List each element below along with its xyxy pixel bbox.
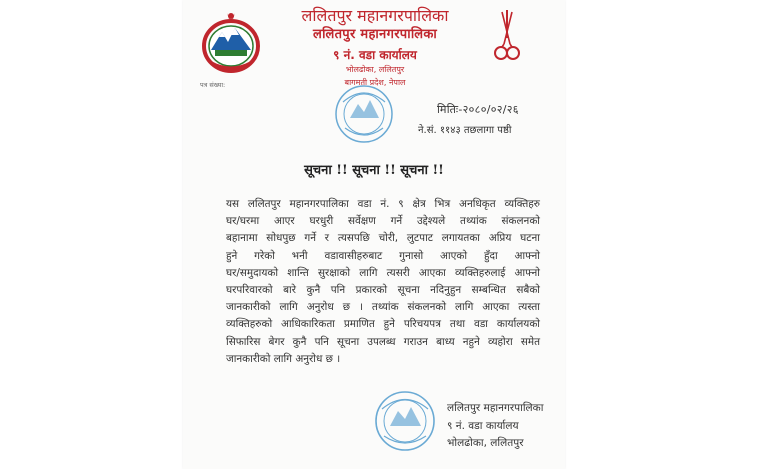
body-line: सिफारिस बेगर कुनै पनि सूचना उपलब्ध गराउन बाध्य नहुने व्यहोरा समेत [226, 335, 540, 348]
body-line: हुने गरेको भनी वडावासीहरुबाट गुनासो आएको हुँदा आफ्नो [226, 249, 540, 262]
nepal-emblem-logo [200, 10, 262, 74]
office-address: भोलढोका, ललितपुर [345, 65, 405, 74]
signature-office: ९ नं. वडा कार्यालय [447, 419, 519, 432]
scissors-icon [492, 8, 522, 66]
body-line: जानकारीको लागि अनुरोध छ । [226, 352, 341, 365]
signature-address: भोलढोका, ललितपुर [447, 437, 524, 449]
signature-block [447, 400, 543, 453]
body-line: यस ललितपुर महानगरपालिका वडा नं. ९ क्षेत्र भित्र अनधिकृत व्यक्तिहरु [226, 198, 540, 210]
body-line: व्यक्तिहरुको आधिकारिकता प्रमाणित हुने परिचयपत्र तथा वडा कार्यालयको [226, 318, 540, 331]
office-stamp-icon [333, 84, 395, 144]
body-line: घरपरिवारको बारे कुनै पनि प्रकारको सूचना नदिनुहुन सम्बन्धित सबैको [226, 284, 540, 297]
date-line: मितिः-२०८०/०२/२६ [437, 103, 519, 116]
body-line: घर/घरमा आएर घरधुरी सर्वेक्षण गर्ने उद्देश्यले तथ्यांक संकलनको [226, 215, 540, 228]
letterhead [270, 6, 480, 89]
municipality-title: ललितपुर महानगरपालिका [301, 6, 449, 25]
office-stamp-icon [372, 390, 438, 452]
body-line: जानकारीको लागि अनुरोध छ । तथ्यांक संकलनको लागि आएका त्यस्ता [226, 301, 540, 314]
body-line: घर/समुदायको शान्ति सुरक्षाको लागि त्यसरी आएका व्यक्तिहरुलाई आफ्नो [226, 266, 540, 279]
body-line: बहानामा सोधपुछ गर्ने र त्यसपछि चोरी, लुटपाट लगायतका अप्रिय घटना [226, 232, 540, 245]
notice-body [226, 196, 540, 368]
reference-number-label: पत्र संख्या: [200, 81, 226, 89]
notice-heading: सूचना !! सूचना !! सूचना !! [304, 163, 444, 178]
province-name: बागमती प्रदेश, नेपाल [344, 78, 406, 87]
municipality-title-script: ललितपुर महानगरपालिका [312, 27, 437, 42]
ward-office-name: ९ नं. वडा कार्यालय [333, 48, 417, 62]
nepal-sambat-date: ने.सं. ११४३ तछलागा पष्ठी [418, 125, 512, 136]
signature-municipality: ललितपुर महानगरपालिका [447, 402, 544, 414]
